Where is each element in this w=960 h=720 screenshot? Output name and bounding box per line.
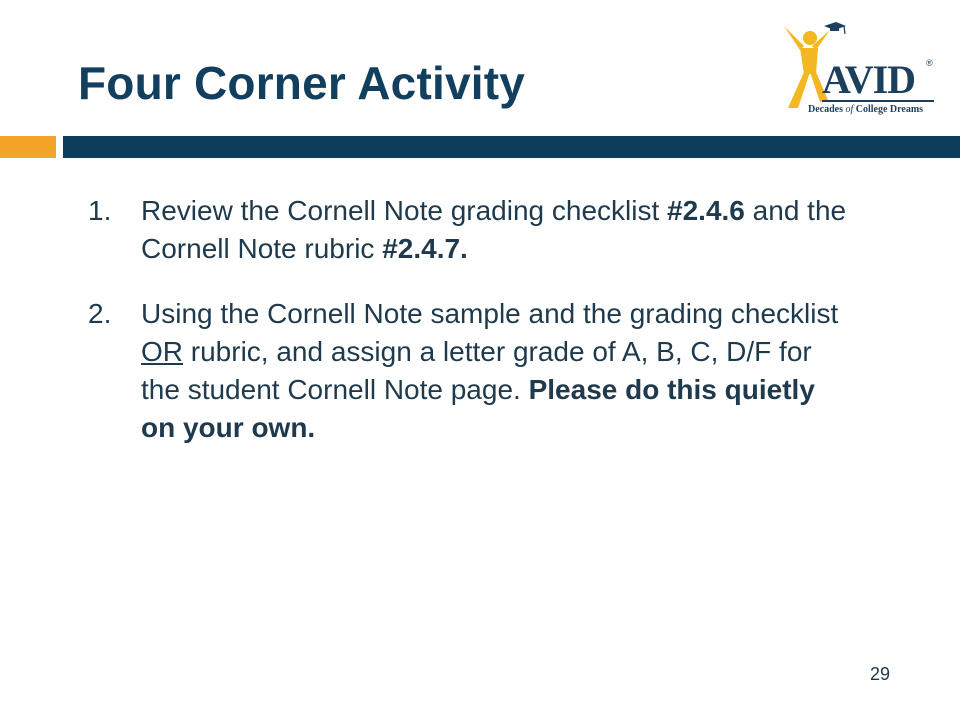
list-item-2-text-2: rubric, and assign a letter grade of A, B, C, D/F for the student Cornell Note page. bbox=[141, 336, 812, 405]
logo-tagline-start: Decades bbox=[808, 104, 846, 115]
list-item-1 bbox=[88, 192, 848, 268]
logo-tagline-of: of bbox=[845, 104, 854, 115]
logo-tagline-end: College Dreams bbox=[853, 104, 924, 115]
list-item-2 bbox=[88, 295, 848, 447]
list-item-2-text-1: Using the Cornell Note sample and the grading checklist bbox=[141, 298, 839, 329]
instruction-list bbox=[88, 192, 848, 474]
list-item-1-number: 1. bbox=[88, 195, 112, 226]
underlined-or: OR bbox=[141, 336, 183, 367]
logo-wordmark: AVID bbox=[822, 57, 916, 102]
page-number: 29 bbox=[870, 664, 891, 684]
header-divider-bar bbox=[63, 136, 960, 158]
list-item-1-text-1: Review the Cornell Note grading checklist bbox=[141, 195, 668, 226]
avid-logo bbox=[770, 16, 940, 126]
rubric-reference: #2.4.7. bbox=[382, 233, 468, 264]
logo-registered-mark: ® bbox=[926, 58, 933, 68]
emphasis-instruction: Please do this quietly on your own. bbox=[141, 374, 815, 443]
slide-title: Four Corner Activity bbox=[78, 57, 526, 109]
logo-tagline bbox=[808, 104, 923, 115]
checklist-reference: #2.4.6 bbox=[667, 195, 745, 226]
list-item-2-number: 2. bbox=[88, 298, 112, 329]
list-item-1-text-2: and the Cornell Note rubric bbox=[141, 195, 847, 264]
header-accent-bar bbox=[0, 136, 56, 158]
